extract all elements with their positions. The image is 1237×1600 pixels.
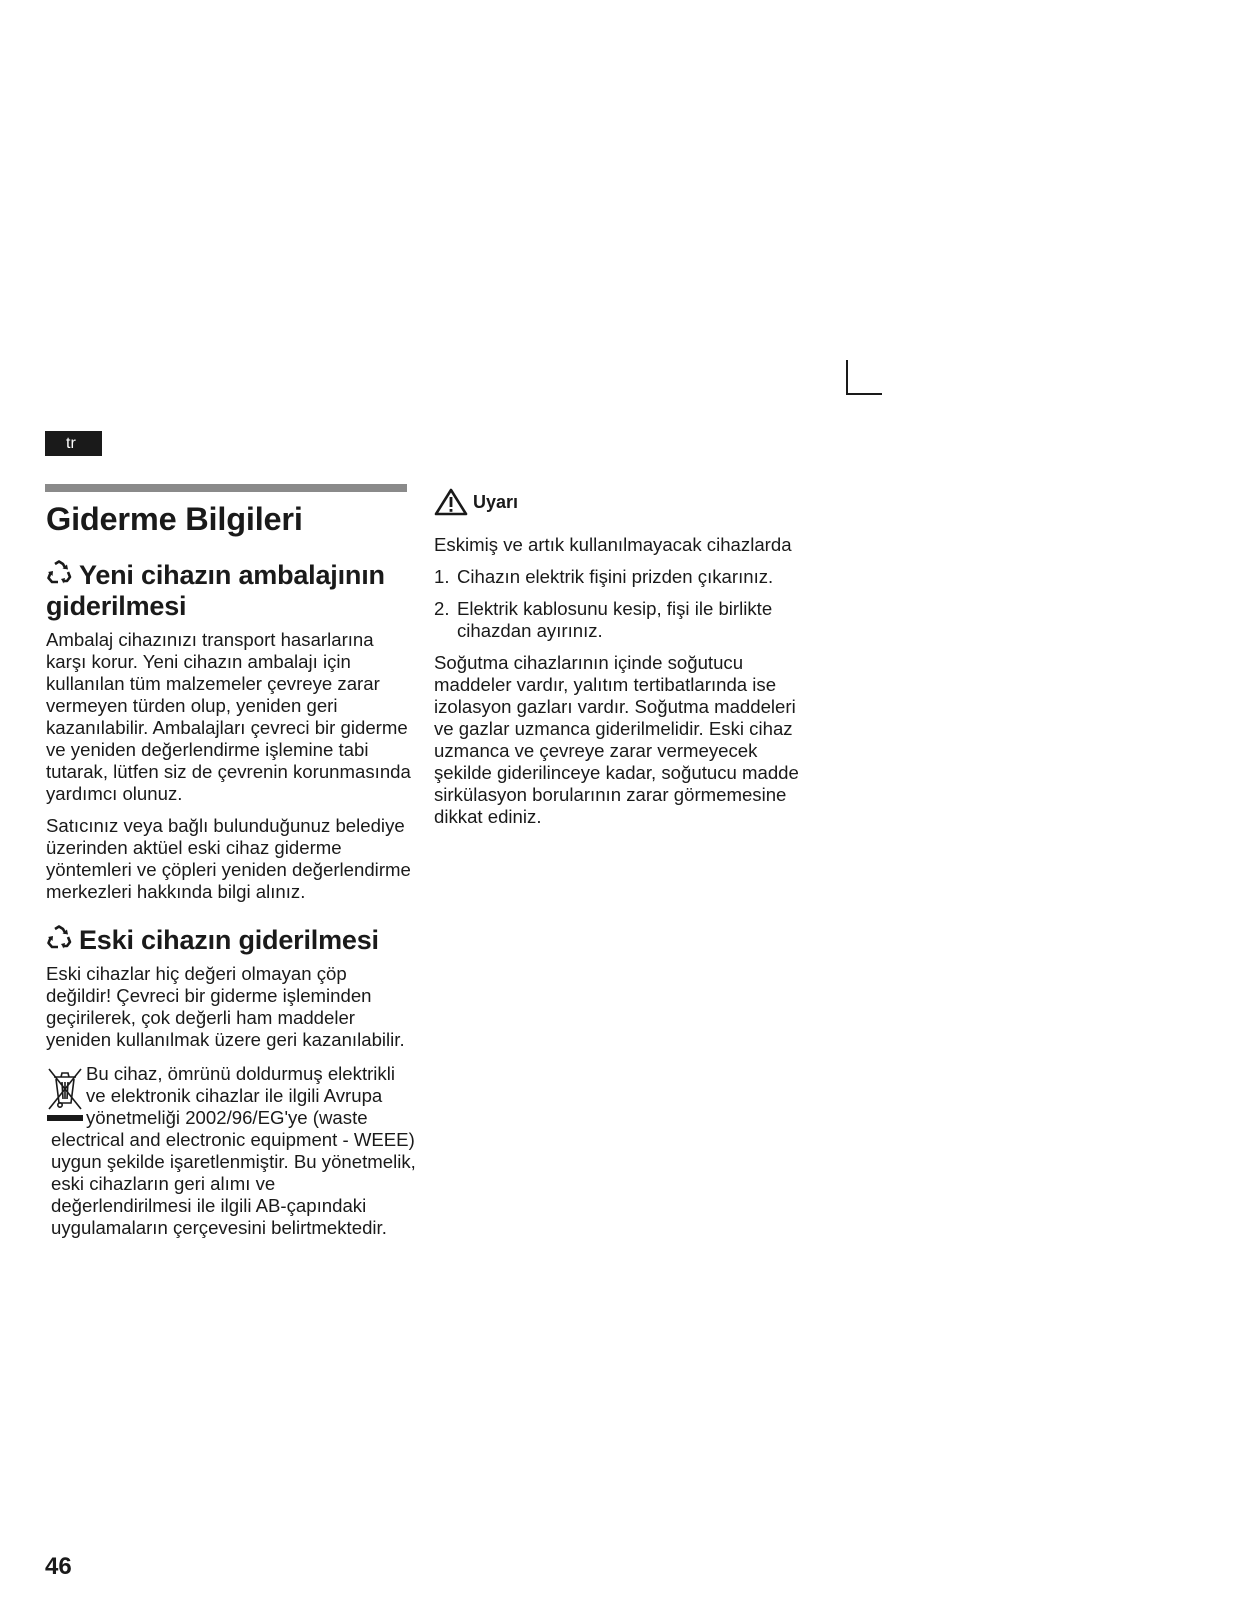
recycle-icon — [46, 560, 72, 586]
warning-triangle-icon — [434, 488, 468, 516]
step-number: 1. — [434, 566, 450, 587]
section-heading-text: Yeni cihazın ambalajının giderilmesi — [46, 560, 385, 621]
page-title: Giderme Bilgileri — [46, 501, 303, 537]
warning-intro: Eskimiş ve artık kullanılmayacak cihazlarda — [434, 534, 792, 555]
warning-heading — [434, 488, 814, 516]
left-column — [46, 496, 416, 1239]
recycle-icon — [46, 925, 72, 951]
crop-mark — [846, 360, 882, 395]
old-appliance-paragraph: Eski cihazlar hiç değeri olmayan çöp değildir! Çevreci bir giderme işleminden geçirilerek, çok değerli ham maddeler yeniden kullanılmak üzere geri kazanılabilir. — [46, 963, 405, 1050]
section-rule — [45, 484, 407, 492]
section-heading-new-packaging — [46, 560, 416, 622]
page-number: 46 — [45, 1553, 72, 1580]
section-heading-old-appliance — [46, 925, 416, 956]
crossed-bin-icon — [46, 1063, 84, 1129]
step-text: Elektrik kablosunu kesip, fişi ile birlikte cihazdan ayırınız. — [457, 598, 773, 641]
step-number: 2. — [434, 598, 450, 619]
weee-notice — [46, 1063, 416, 1239]
language-tab: tr — [45, 431, 102, 456]
warning-steps — [434, 566, 814, 642]
list-item — [434, 566, 814, 588]
list-item — [434, 598, 814, 642]
weee-text: Bu cihaz, ömrünü doldurmuş elektrikli ve elektronik cihazlar ile ilgili Avrupa yönetmeliği 2002/96/EG'ye (waste electrical and electronic equipment - WEEE) uygun şekilde işaretlenmiştir. Bu yönetmelik, eski cihazların geri alımı ve değerlendirilmesi ile ilgili AB-çapındaki uygulamaların çerçevesini belirtmektedir. — [51, 1063, 416, 1238]
packaging-paragraph-1: Ambalaj cihazınızı transport hasarlarına karşı korur. Yeni cihazın ambalajı için kullanılan tüm malzemeler çevreye zarar vermeyen türden olup, yeniden geri kazanılabilir. Ambalajları çevreci bir giderme ve yeniden değerlendirme işlemine tabi tutarak, lütfen siz de çevrenin korunmasında yardımcı olunuz. — [46, 629, 411, 804]
right-column — [434, 488, 814, 828]
packaging-paragraph-2: Satıcınız veya bağlı bulunduğunuz belediye üzerinden aktüel eski cihaz giderme yöntemleri ve çöpleri yeniden değerlendirme merkezleri hakkında bilgi alınız. — [46, 815, 411, 902]
warning-title: Uyarı — [473, 492, 519, 512]
section-heading-text: Eski cihazın giderilmesi — [79, 925, 379, 955]
warning-paragraph: Soğutma cihazlarının içinde soğutucu maddeler vardır, yalıtım tertibatlarında ise izolasyon gazları vardır. Soğutma maddeleri ve gazlar uzmanca giderilmelidir. Eski cihaz uzmanca ve çevreye zarar vermeyecek şekilde giderilinceye kadar, soğutucu madde sirkülasyon borularının zarar görmemesine dikkat ediniz. — [434, 652, 799, 827]
step-text: Cihazın elektrik fişini prizden çıkarınız. — [457, 566, 774, 587]
